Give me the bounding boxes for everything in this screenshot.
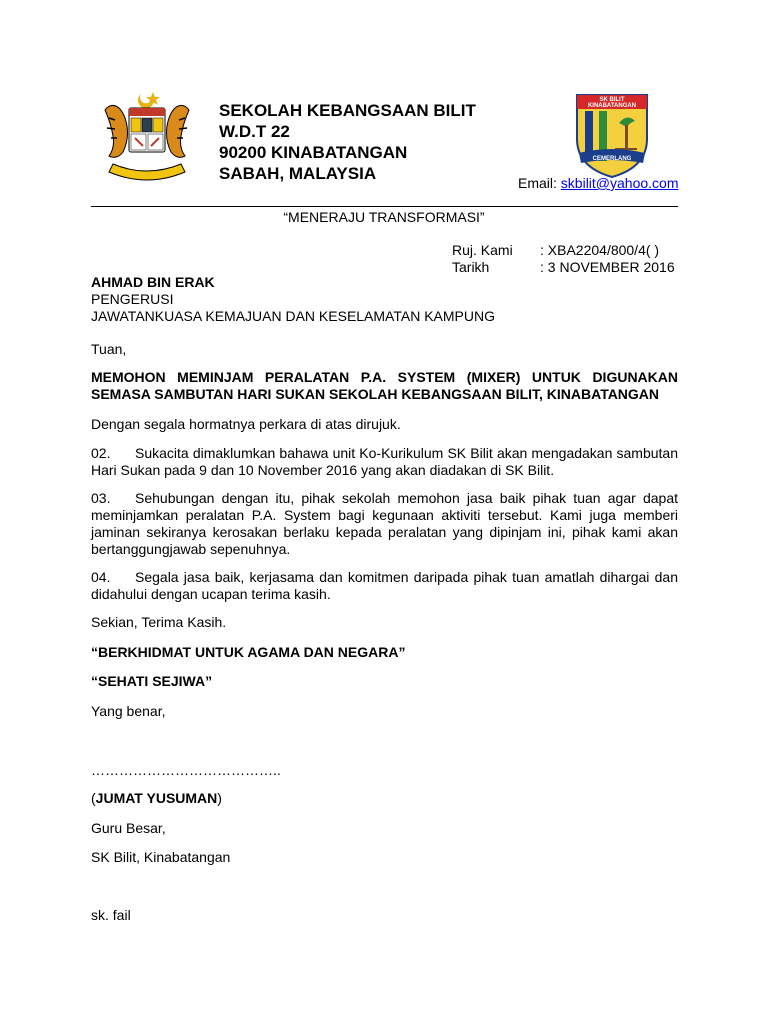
school-motto: “MENERAJU TRANSFORMASI” bbox=[283, 209, 485, 225]
address-line-1: W.D.T 22 bbox=[219, 122, 290, 141]
letter-subject: MEMOHON MEMINJAM PERALATAN P.A. SYSTEM (MIXER) UNTUK DIGUNAKAN SEMASA SAMBUTAN HARI SUKAN SEKOLAH KEBANGSAAN BILIT, KINABATANGAN bbox=[91, 369, 678, 402]
signer-paren-close: ) bbox=[217, 790, 222, 806]
paragraph-number: 03. bbox=[91, 490, 111, 506]
paragraph-02 bbox=[91, 445, 678, 479]
signer-paren-open: ( bbox=[91, 790, 96, 806]
date-value: : 3 NOVEMBER 2016 bbox=[540, 259, 675, 275]
paragraph-04 bbox=[91, 569, 678, 603]
svg-text:KINABATANGAN: KINABATANGAN bbox=[587, 103, 637, 109]
recipient-position: PENGERUSI bbox=[91, 291, 174, 307]
signer-name-line bbox=[91, 790, 222, 807]
school-letterhead bbox=[219, 100, 476, 184]
address-line-2: 90200 KINABATANGAN bbox=[219, 143, 408, 162]
address-line-3: SABAH, MALAYSIA bbox=[219, 164, 377, 183]
paragraph-text: Segala jasa baik, kerjasama dan komitmen daripada pihak tuan amatlah dihargai dan didahului dengan ucapan terima kasih. bbox=[91, 569, 678, 602]
paragraph-text: Sehubungan dengan itu, pihak sekolah memohon jasa baik pihak tuan agar dapat meminjamkan peralatan P.A. System bagi kegunaan aktiviti tersebut. Kami juga memberi jaminan sekiranya kerosakan berlaku kepada peralatan yang dipinjam ini, pihak kami akan bertanggungjawab sepenuhnya. bbox=[91, 490, 678, 557]
carbon-copy: sk. fail bbox=[91, 907, 131, 923]
reference-label: Ruj. Kami bbox=[452, 242, 513, 258]
email-link[interactable]: skbilit@yahoo.com bbox=[560, 175, 679, 191]
svg-text:SK BILIT: SK BILIT bbox=[599, 97, 625, 103]
signer-organisation: SK Bilit, Kinabatangan bbox=[91, 849, 231, 865]
coat-of-arms-logo bbox=[97, 90, 197, 182]
opening-line: Dengan segala hormatnya perkara di atas dirujuk. bbox=[91, 416, 401, 432]
email-label: Email: bbox=[518, 175, 557, 191]
sign-off: Yang benar, bbox=[91, 703, 166, 719]
date-label: Tarikh bbox=[452, 259, 490, 275]
reference-value: : XBA2204/800/4( ) bbox=[540, 242, 660, 258]
recipient-name: AHMAD BIN ERAK bbox=[91, 274, 215, 290]
signer-name: JUMAT YUSUMAN bbox=[95, 790, 218, 806]
reference-block bbox=[452, 242, 675, 276]
paragraph-03 bbox=[91, 490, 678, 558]
header-divider bbox=[91, 206, 678, 207]
recipient-committee: JAWATANKUASA KEMAJUAN DAN KESELAMATAN KAMPUNG bbox=[91, 308, 495, 324]
paragraph-text: Sukacita dimaklumkan bahawa unit Ko-Kurikulum SK Bilit akan mengadakan sambutan Hari Sukan pada 9 dan 10 November 2016 yang akan diadakan di SK Bilit. bbox=[91, 445, 678, 478]
signer-title: Guru Besar, bbox=[91, 820, 166, 836]
closing-line: Sekian, Terima Kasih. bbox=[91, 614, 227, 630]
paragraph-number: 02. bbox=[91, 445, 111, 461]
signature-line: ………………………………….. bbox=[91, 762, 281, 778]
slogan-1: “BERKHIDMAT UNTUK AGAMA DAN NEGARA” bbox=[91, 644, 406, 660]
email-line bbox=[518, 175, 679, 191]
svg-text:CEMERLANG: CEMERLANG bbox=[592, 156, 632, 162]
salutation: Tuan, bbox=[91, 341, 127, 357]
school-name: SEKOLAH KEBANGSAAN BILIT bbox=[219, 101, 476, 120]
paragraph-number: 04. bbox=[91, 569, 111, 585]
slogan-2: “SEHATI SEJIWA” bbox=[91, 673, 213, 689]
school-badge-logo bbox=[575, 93, 649, 179]
